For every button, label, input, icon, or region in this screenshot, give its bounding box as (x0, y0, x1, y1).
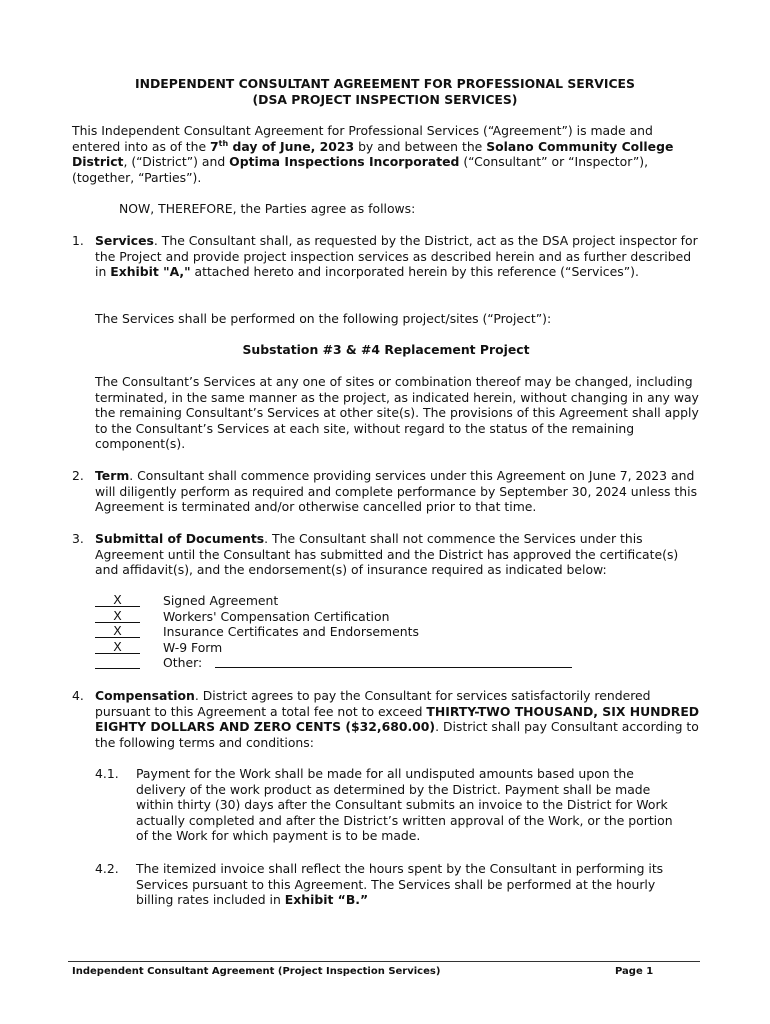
section-submittal-of-documents: 3. Submittal of Documents. The Consultant shall not commence the Services under this Agreement until the Consultant has submitted and the District has approved the certificate(s) and affidavit(s), and the endorsement(s) of insurance required as indicated below: (72, 531, 679, 578)
agreement-date: 7th day of June, 2023 (210, 138, 355, 154)
section-heading: Term (95, 468, 130, 483)
section-services: 1. Services. The Consultant shall, as requested by the District, act as the DSA project inspector for the Project and provide project inspection services as described herein and as further described in Exhibit "A," attached hereto and incorporated herein by this reference (“Services”). (72, 233, 698, 280)
check-mark: X (95, 640, 140, 654)
exhibit-b-ref: Exhibit “B.” (284, 892, 369, 908)
checklist-item (95, 624, 595, 640)
section-heading: Compensation (95, 688, 195, 703)
project-sites-intro: The Services shall be performed on the following project/sites (“Project”): (95, 311, 552, 326)
intro-paragraph: This Independent Consultant Agreement for Professional Services (“Agreement”) is made and entered into as of the 7th day of June, 2023 by and between the Solano Community College District, (“District”) and Optima Inspections Incorporated (“Consultant” or “Inspector”), (together, “Parties”). (72, 123, 674, 185)
check-mark: X (95, 609, 140, 623)
checklist-label: W-9 Form (163, 639, 223, 655)
check-mark: X (95, 593, 140, 607)
page-number: Page 1 (615, 966, 654, 977)
checklist-item (95, 609, 595, 625)
section-number: 1. (72, 233, 84, 248)
checklist-item (95, 593, 595, 609)
check-mark: X (95, 624, 140, 638)
section-number: 3. (72, 531, 84, 546)
section-number: 2. (72, 468, 84, 483)
section-number: 4. (72, 688, 84, 703)
services-change-paragraph: The Consultant’s Services at any one of sites or combination thereof may be changed, including terminated, in the same manner as the project, as indicated herein, without changing in any way the remaining Consultant’s Services at other site(s). The provisions of this Agreement shall apply to the Consultant’s Services at each site, without regard to the status of the remaining component(s). (95, 374, 699, 452)
checklist-label: Other: (163, 655, 203, 671)
checklist-item (95, 655, 595, 671)
checklist-item (95, 640, 595, 656)
checklist-label: Signed Agreement (163, 593, 279, 608)
section-term: 2. Term. Consultant shall commence providing services under this Agreement on June 7, 2023 and will diligently perform as required and complete performance by September 30, 2024 unless this Agreement is terminated and/or otherwise cancelled prior to that time. (72, 468, 698, 515)
other-blank-line (215, 667, 572, 668)
subsection-4-1 (95, 766, 685, 844)
section-compensation: 4. Compensation. District agrees to pay the Consultant for services satisfactorily rendered pursuant to this Agreement a total fee not to exceed THIRTY-TWO THOUSAND, SIX HUNDRED EIGHTY DOLLARS AND ZERO CENTS ($32,680.00). District shall pay Consultant according to the following terms and conditions: (72, 688, 700, 750)
checklist-label: Insurance Certificates and Endorsements (163, 624, 419, 640)
now-therefore-line: NOW, THEREFORE, the Parties agree as follows: (119, 201, 416, 216)
subsection-text: Payment for the Work shall be made for all undisputed amounts based upon the delivery of the work product as determined by the District. Payment shall be made within thirty (30) days after the Consultant submits an invoice to the District for Work actually completed and after the District’s written approval of the Work, or the portion of the Work for which payment is to be made. (136, 766, 673, 844)
section-heading: Services (95, 233, 154, 248)
document-title (72, 76, 698, 107)
checklist-label: Workers' Compensation Certification (163, 608, 390, 624)
subsection-number: 4.1. (95, 766, 119, 781)
subsection-4-2 (95, 861, 685, 908)
documents-checklist (95, 593, 595, 671)
title-line-1: INDEPENDENT CONSULTANT AGREEMENT FOR PROFESSIONAL SERVICES (135, 76, 635, 91)
footer-title: Independent Consultant Agreement (Project Inspection Services) (72, 966, 441, 977)
footer-divider (68, 961, 700, 962)
consultant-name: Optima Inspections Incorporated (229, 154, 460, 170)
project-name: Substation #3 & #4 Replacement Project (242, 342, 530, 357)
exhibit-a-ref: Exhibit "A," (110, 264, 191, 280)
check-mark (95, 655, 140, 669)
fee-amount: THIRTY-TWO THOUSAND, SIX HUNDRED EIGHTY DOLLARS AND ZERO CENTS ($32,680.00) (95, 703, 700, 735)
district-name: Solano Community College District (72, 138, 674, 170)
intro-text: This Independent Consultant Agreement for Professional Services (“Agreement”) is made and entered into as of the (72, 123, 653, 154)
subsection-text: The itemized invoice shall reflect the hours spent by the Consultant in performing its Services pursuant to this Agreement. The Services shall be performed at the hourly billing rates included in (136, 861, 664, 908)
title-line-2: (DSA PROJECT INSPECTION SERVICES) (252, 91, 518, 107)
subsection-number: 4.2. (95, 861, 119, 876)
section-heading: Submittal of Documents (95, 531, 265, 546)
